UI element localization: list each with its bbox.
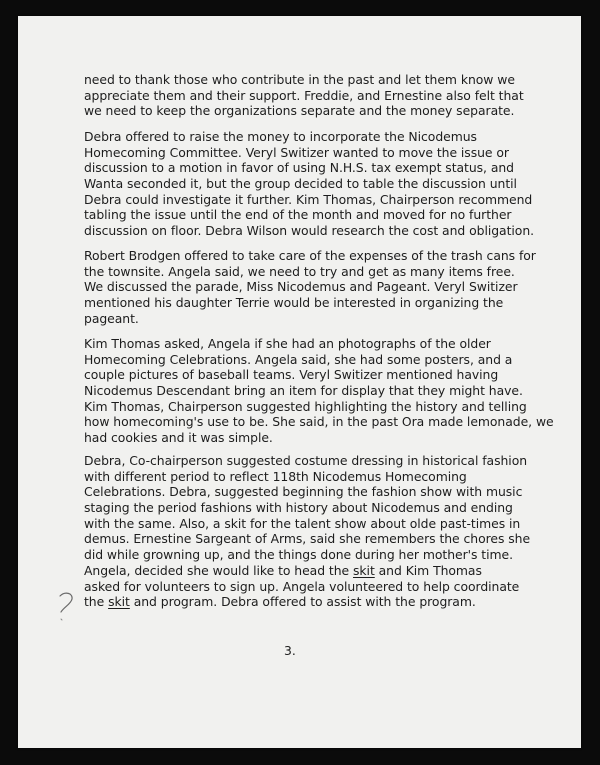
text-line: staging the period fashions with history about Nicodemus and ending xyxy=(84,500,513,516)
text-line: Debra, Co-chairperson suggested costume dressing in historical fashion xyxy=(84,453,528,468)
text-line: did while growning up, and the things done during her mother's time. xyxy=(84,547,513,563)
document-page xyxy=(18,16,581,748)
text-line: need to thank those who contribute in the past and let them know we xyxy=(84,72,515,87)
text-line: Wanta seconded it, but the group decided to table the discussion until xyxy=(84,176,517,192)
text-line: Homecoming Committee. Veryl Switizer wanted to move the issue or xyxy=(84,144,509,160)
text-line: Kim Thomas asked, Angela if she had an photographs of the older xyxy=(84,336,491,351)
paragraph-1 xyxy=(84,72,544,119)
text-line: the townsite. Angela said, we need to try and get as many items free. xyxy=(84,263,515,279)
text-line: mentioned his daughter Terrie would be interested in organizing the xyxy=(84,295,504,311)
paragraph-2 xyxy=(84,129,544,239)
text-line: discussion on floor. Debra Wilson would research the cost and obligation. xyxy=(84,223,535,239)
text-segment: and Kim Thomas xyxy=(374,562,482,578)
text-line: We discussed the parade, Miss Nicodemus and Pageant. Veryl Switizer xyxy=(84,279,518,295)
text-line: Robert Brodgen offered to take care of the expenses of the trash cans for xyxy=(84,248,536,263)
text-line: asked for volunteers to sign up. Angela volunteered to help coordinate xyxy=(84,578,520,594)
text-line: tabling the issue until the end of the month and moved for no further xyxy=(84,207,512,223)
text-segment: Angela, decided she would like to head the xyxy=(84,562,354,578)
text-line: Debra could investigate it further. Kim Thomas, Chairperson recommend xyxy=(84,191,533,207)
underlined-word: skit xyxy=(108,594,130,610)
paragraph-4 xyxy=(84,336,554,446)
text-line: Homecoming Celebrations. Angela said, she had some posters, and a xyxy=(84,351,513,367)
text-line-skit xyxy=(84,563,544,579)
text-line: with different period to reflect 118th Nicodemus Homecoming xyxy=(84,468,467,484)
text-line: Debra offered to raise the money to incorporate the Nicodemus xyxy=(84,129,477,144)
paragraph-5 xyxy=(84,453,544,610)
text-segment: and program. Debra offered to assist with the program. xyxy=(129,594,476,610)
text-line: appreciate them and their support. Freddie, and Ernestine also felt that xyxy=(84,87,524,103)
paragraph-3 xyxy=(84,248,544,326)
text-line: discussion to a motion in favor of using N.H.S. tax exempt status, and xyxy=(84,160,514,176)
text-line: we need to keep the organizations separate and the money separate. xyxy=(84,103,515,119)
text-line: how homecoming's use to be. She said, in the past Ora made lemonade, we xyxy=(84,414,554,430)
text-line: Celebrations. Debra, suggested beginning the fashion show with music xyxy=(84,484,523,500)
text-line: Kim Thomas, Chairperson suggested highlighting the history and telling xyxy=(84,398,527,414)
text-line: with the same. Also, a skit for the talent show about olde past-times in xyxy=(84,515,521,531)
handwritten-question-mark-icon xyxy=(56,590,78,630)
text-line: Nicodemus Descendant bring an item for display that they might have. xyxy=(84,383,523,399)
text-segment: the xyxy=(84,594,109,610)
text-line: pageant. xyxy=(84,310,139,326)
text-line: had cookies and it was simple. xyxy=(84,430,273,446)
text-line: couple pictures of baseball teams. Veryl Switizer mentioned having xyxy=(84,367,499,383)
text-line-skit xyxy=(84,594,544,610)
page-number: 3. xyxy=(284,643,296,658)
underlined-word: skit xyxy=(353,562,375,578)
text-line: demus. Ernestine Sargeant of Arms, said she remembers the chores she xyxy=(84,531,531,547)
